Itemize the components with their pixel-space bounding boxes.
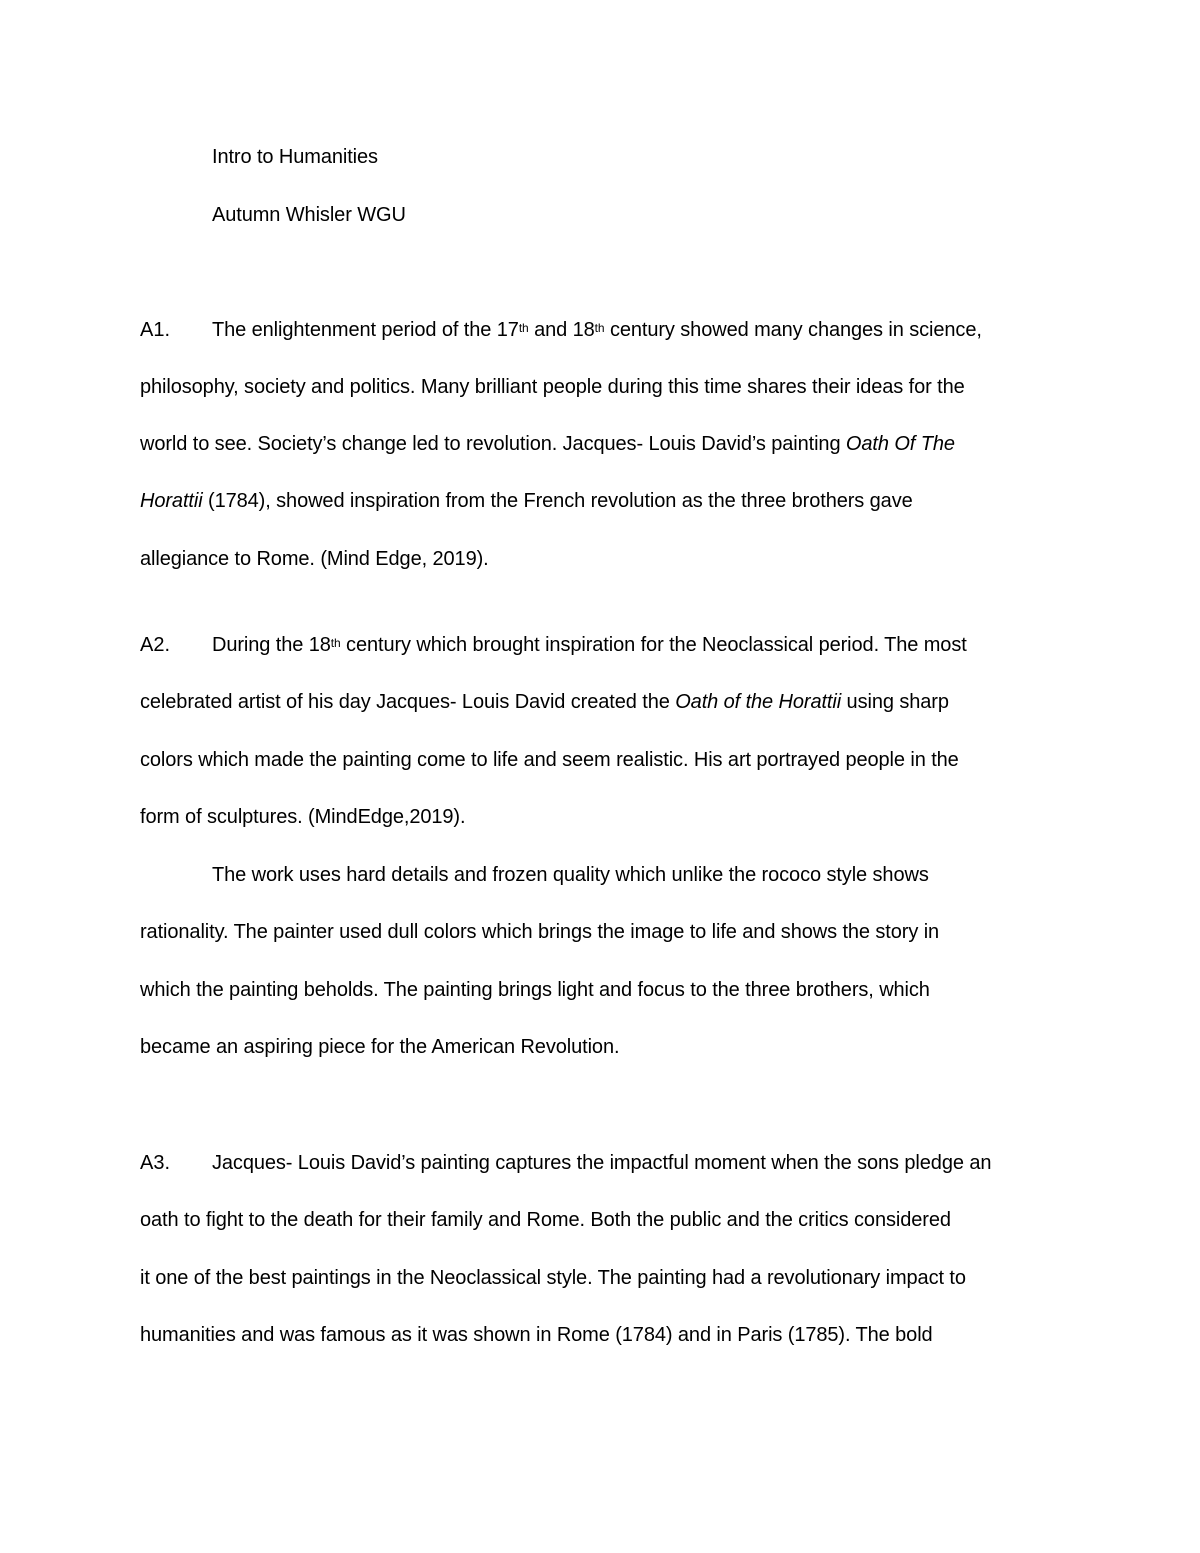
a1-text: century showed many changes in science, (604, 319, 982, 341)
a3-line-1: Jacques- Louis David’s painting captures the impactful moment when the sons pledge an (212, 1152, 992, 1174)
superscript: th (594, 321, 605, 335)
a2-p2-line-2: rationality. The painter used dull colors which brings the image to life and shows the story in (140, 921, 940, 943)
a2-text: using sharp (841, 691, 949, 713)
a1-text: The enlightenment period of the 17 (212, 319, 519, 341)
a3-line-3: it one of the best paintings in the Neoclassical style. The painting had a revolutionary impact to (140, 1267, 966, 1289)
course-title: Intro to Humanities (212, 146, 378, 168)
painting-title: Horattii (140, 490, 203, 512)
a2-text: celebrated artist of his day Jacques- Louis David created the (140, 691, 676, 713)
a1-text: and 18 (528, 319, 595, 341)
a2-line-4: form of sculptures. (MindEdge,2019). (140, 806, 466, 828)
a1-line-1 (212, 318, 982, 342)
a1-line-5: allegiance to Rome. (Mind Edge, 2019). (140, 548, 489, 570)
a3-line-4: humanities and was famous as it was shown in Rome (1784) and in Paris (1785). The bold (140, 1324, 933, 1346)
superscript: th (518, 321, 529, 335)
a2-text: During the 18 (212, 634, 331, 656)
a1-line-3 (140, 432, 955, 456)
a2-text: century which brought inspiration for the Neoclassical period. The most (340, 634, 967, 656)
a2-line-3: colors which made the painting come to life and seem realistic. His art portrayed people in the (140, 749, 959, 771)
a1-text: world to see. Society’s change led to revolution. Jacques- Louis David’s painting (140, 433, 846, 455)
a1-text: (1784), showed inspiration from the French revolution as the three brothers gave (202, 490, 913, 512)
a3-line-2: oath to fight to the death for their family and Rome. Both the public and the critics considered (140, 1209, 951, 1231)
section-label-a1: A1. (140, 319, 171, 341)
section-label-a3: A3. (140, 1152, 171, 1174)
a1-line-2: philosophy, society and politics. Many brilliant people during this time shares their ideas for the (140, 376, 965, 398)
a2-p2-line-4: became an aspiring piece for the American Revolution. (140, 1036, 620, 1058)
a1-line-4 (140, 489, 913, 513)
painting-title: Oath of the Horattii (675, 691, 842, 713)
a2-p2-line-3: which the painting beholds. The painting brings light and focus to the three brothers, which (140, 979, 930, 1001)
superscript: th (330, 636, 341, 650)
author-line: Autumn Whisler WGU (212, 204, 406, 226)
painting-title: Oath Of The (845, 433, 955, 455)
a2-p2-line-1: The work uses hard details and frozen quality which unlike the rococo style shows (212, 864, 929, 886)
section-label-a2: A2. (140, 634, 171, 656)
a2-line-1 (212, 633, 967, 657)
a2-line-2 (140, 690, 949, 714)
